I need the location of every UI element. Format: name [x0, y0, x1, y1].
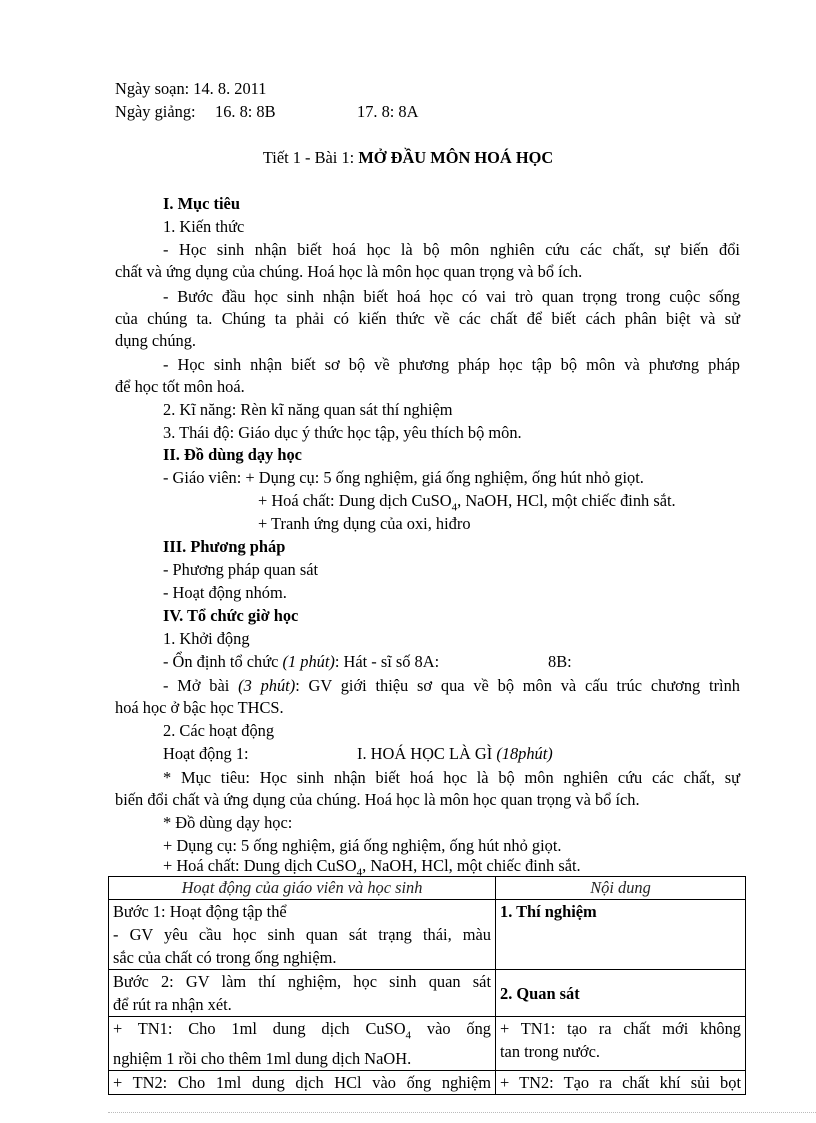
row1-left-line3: sắc của chất có trong ống nghiệm.: [113, 948, 337, 967]
kien-thuc-p2-line2: của chúng ta. Chúng ta phải có kiến thức về các chất để biết cách phân biệt và sử: [115, 309, 740, 328]
section-phuong-phap: III. Phương pháp: [163, 537, 286, 556]
on-dinh-si-so-8a: : Hát - sĩ số 8A:: [334, 652, 440, 671]
kien-thuc-p3-line1: - Học sinh nhận biết sơ bộ về phương pháp học tập bộ môn và phương pháp: [163, 355, 740, 374]
hd1-dung-cu: + Dụng cụ: 5 ống nghiệm, giá ống nghiệm, ống hút nhỏ giọt.: [163, 836, 562, 855]
lesson-title: [0, 147, 816, 169]
phuong-phap-item-2: - Hoạt động nhóm.: [163, 583, 287, 602]
ngay-giang-8b: 16. 8: 8B: [215, 102, 276, 121]
hd1-hoa-chat-sub: 4: [356, 866, 363, 879]
kien-thuc-p1-line1: - Học sinh nhận biết hoá học là bộ môn nghiên cứu các chất, sự biến đổi: [163, 240, 740, 259]
on-dinh-si-so-8b: 8B:: [548, 652, 572, 671]
col-header-activities: Hoạt động của giáo viên và học sinh: [109, 877, 496, 900]
on-dinh-to-chuc: [163, 651, 439, 673]
kien-thuc-p2-line3: dụng chúng.: [115, 331, 197, 350]
hoat-dong-1-title: [357, 743, 553, 765]
row3-right-line1: + TN1: tạo ra chất mới không: [500, 1019, 741, 1038]
row3-left-b: vào ống: [411, 1019, 491, 1038]
mo-bai-text: - Mở bài: [163, 676, 239, 695]
table-row: [109, 900, 746, 970]
col-header-content: Nội dung: [496, 877, 746, 900]
table-header-row: [109, 877, 746, 900]
hoat-dong-1-time: (18phút): [496, 744, 553, 763]
row1-left-line1: Bước 1: Hoạt động tập thể: [113, 902, 287, 921]
hd1-hoa-chat-a: + Hoá chất: Dung dịch CuSO: [163, 856, 357, 875]
on-dinh-text: - Ổn định tổ chức: [163, 652, 283, 671]
table-row: [109, 970, 746, 1017]
do-dung-giao-vien: - Giáo viên: + Dụng cụ: 5 ống nghiệm, giá ống nghiệm, ống hút nhỏ giọt.: [163, 468, 644, 487]
row3-right-line2: tan trong nước.: [500, 1042, 600, 1061]
hd1-do-dung: * Đồ dùng dạy học:: [163, 813, 293, 832]
section-do-dung: II. Đồ dùng dạy học: [163, 445, 302, 464]
hoat-dong-1-title-text: I. HOÁ HỌC LÀ GÌ: [357, 744, 497, 763]
thai-do: 3. Thái độ: Giáo dục ý thức học tập, yêu thích bộ môn.: [163, 423, 522, 442]
table-cell-left: [109, 970, 496, 1017]
kien-thuc-p1-line2: chất và ứng dụng của chúng. Hoá học là môn học quan trọng và bổ ích.: [115, 262, 583, 281]
kien-thuc-p3-line2: để học tốt môn hoá.: [115, 377, 245, 396]
row3-left-a: + TN1: Cho 1ml dung dịch CuSO: [113, 1019, 406, 1038]
row1-right: 1. Thí nghiệm: [496, 900, 746, 970]
row3-left-sub: 4: [405, 1029, 412, 1042]
page-bottom-divider: [108, 1112, 816, 1113]
mo-bai-line1: [163, 674, 740, 697]
lesson-title-prefix: Tiết 1 - Bài 1:: [262, 148, 359, 167]
ngay-soan: Ngày soạn: 14. 8. 2011: [115, 79, 267, 98]
do-dung-hoa-chat-sub: 4: [451, 501, 458, 514]
row1-left-line2: - GV yêu cầu học sinh quan sát trạng thái, màu: [113, 925, 491, 944]
activity-table: [108, 876, 746, 1095]
row3-left-line2: nghiệm 1 rồi cho thêm 1ml dung dịch NaOH.: [113, 1049, 412, 1069]
section-muc-tieu: I. Mục tiêu: [163, 194, 240, 213]
row2-left-line1: Bước 2: GV làm thí nghiệm, học sinh quan sát: [113, 972, 491, 991]
phuong-phap-item-1: - Phương pháp quan sát: [163, 560, 319, 579]
mo-bai-time: (3 phút): [238, 676, 296, 695]
mo-bai-line2: hoá học ở bậc học THCS.: [115, 698, 284, 717]
ki-nang: 2. Kĩ năng: Rèn kĩ năng quan sát thí nghiệm: [163, 400, 453, 419]
do-dung-hoa-chat-a: + Hoá chất: Dung dịch CuSO: [258, 491, 452, 510]
hd1-muc-tieu-line1: * Mục tiêu: Học sinh nhận biết hoá học là bộ môn nghiên cứu các chất, sự: [163, 768, 740, 787]
section-to-chuc: IV. Tổ chức giờ học: [163, 606, 299, 625]
table-cell-right: [496, 1071, 746, 1095]
table-cell-left: [109, 1071, 496, 1095]
kien-thuc-p2-line1: - Bước đầu học sinh nhận biết hoá học có vai trò quan trọng trong cuộc sống: [163, 287, 740, 306]
lesson-title-main: MỞ ĐẦU MÔN HOÁ HỌC: [358, 148, 554, 167]
mo-bai-desc: : GV giới thiệu sơ qua về bộ môn và cấu trúc chương trình: [295, 676, 740, 695]
ngay-giang-8a: 17. 8: 8A: [357, 102, 419, 121]
hoat-dong-1-label: Hoạt động 1:: [163, 744, 249, 763]
row2-left-line2: để rút ra nhận xét.: [113, 995, 232, 1014]
cac-hoat-dong-heading: 2. Các hoạt động: [163, 721, 275, 740]
table-cell-right: [496, 1017, 746, 1071]
do-dung-tranh: + Tranh ứng dụng của oxi, hiđro: [258, 514, 471, 533]
ngay-giang-label: Ngày giảng:: [115, 102, 196, 121]
table-row: [109, 1017, 746, 1071]
hd1-hoa-chat-b: , NaOH, HCl, một chiếc đinh sắt.: [362, 856, 581, 875]
table-row: [109, 1071, 746, 1095]
on-dinh-time: (1 phút): [282, 652, 335, 671]
row2-right: 2. Quan sát: [496, 970, 746, 1017]
table-cell-left: [109, 1017, 496, 1071]
row3-left-line1: [113, 1017, 491, 1047]
row4-left: + TN2: Cho 1ml dung dịch HCl vào ống nghiệm: [113, 1073, 491, 1093]
kien-thuc-heading: 1. Kiến thức: [163, 217, 245, 236]
table-cell-left: [109, 900, 496, 970]
do-dung-hoa-chat-b: , NaOH, HCl, một chiếc đinh sắt.: [457, 491, 676, 510]
row4-right: + TN2: Tạo ra chất khí sủi bọt: [500, 1073, 741, 1093]
khoi-dong-heading: 1. Khởi động: [163, 629, 250, 648]
hd1-muc-tieu-line2: biến đổi chất và ứng dụng của chúng. Hoá học là môn học quan trọng và bổ ích.: [115, 790, 640, 809]
